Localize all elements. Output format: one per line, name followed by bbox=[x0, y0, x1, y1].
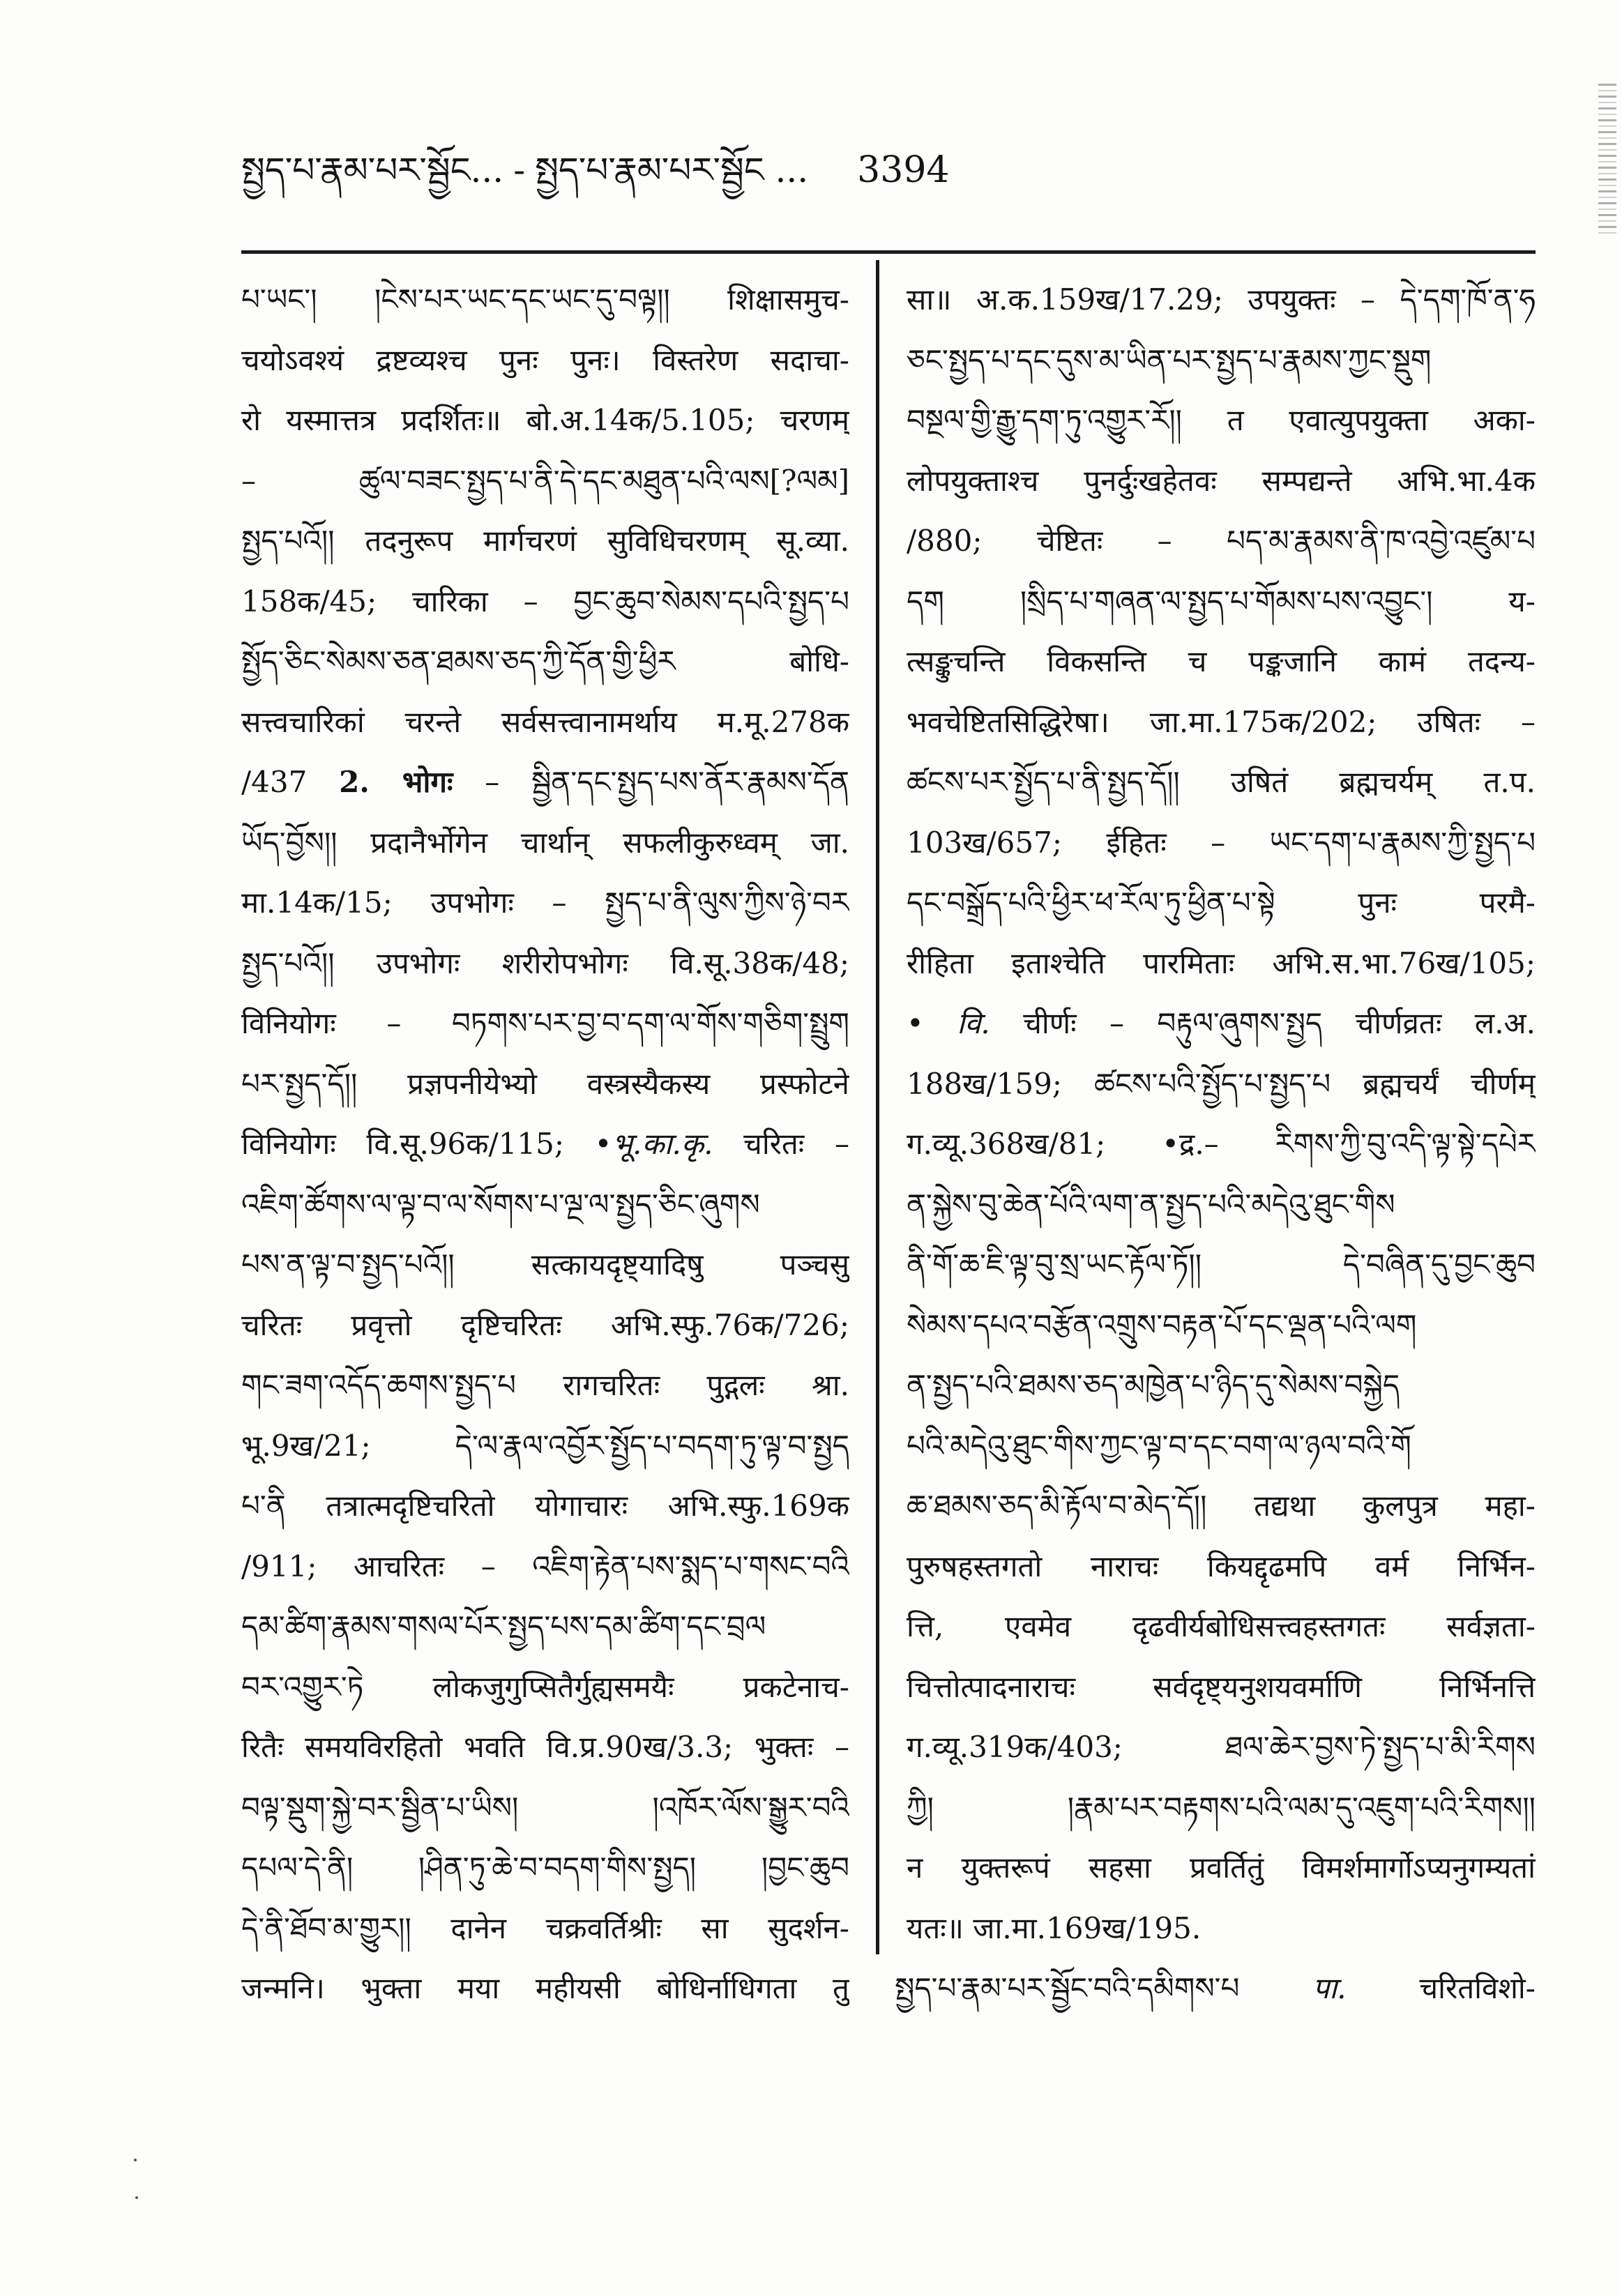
right-column bbox=[907, 270, 1536, 1959]
text-line: रीहिता इताश्चेति पारमिताः अभि.स.भा.76ख/105; bbox=[907, 945, 1536, 980]
text-line: བསྔལ་གྱི་རྒྱུ་དག་ཏུ་འགྱུར་རོ།། त एवात्युपयुक्ता अका- bbox=[907, 403, 1536, 437]
text-segment: – སྦྱིན་དང་སྤྱད་པས་ནོར་རྣམས་དོན bbox=[453, 765, 849, 799]
text-line: གང་ཟག་འདོད་ཆགས་སྤྱད་པ रागचरितः पुद्गलः श्रा. bbox=[241, 1368, 849, 1402]
text-line: – ཚུལ་བཟང་སྤྱད་པ་ནི་དེ་དང་མཐུན་པའི་ལས[?ལམ] bbox=[241, 463, 849, 498]
text-line: བར་འགྱུར་ཏེ लोकजुगुप्सितैर्गुह्यसमयैः प्रकटेनाच- bbox=[241, 1669, 849, 1704]
text-line: सत्त्वचारिकां चरन्ते सर्वसत्त्वानामर्थाय म.मू.278क bbox=[241, 704, 849, 739]
text-line: སྤྱད་པའོ།། तदनुरूप मार्गचरणं सुविधिचरणम् सू.व्या. bbox=[241, 524, 849, 558]
text-line: विनियोगः – བཏགས་པར་བྱ་བ་དག་ལ་གོས་གཅིག་སྤྲུག bbox=[241, 1006, 849, 1040]
sense-number: 2. भोगः bbox=[339, 765, 453, 799]
text-line bbox=[241, 752, 849, 813]
text-line: भू.9ख/21; དེ་ལ་རྣལ་འབྱོར་སྤྱོད་པ་བདག་ཏུ་ལྟ་བ་སྤྱད bbox=[241, 1428, 849, 1463]
running-head-first-word: སྤྱད་པ་རྣམ་པར་སྦྱོང... bbox=[241, 150, 504, 190]
text-line: པར་སྤྱད་དོ།། प्रज्ञपनीयेभ्यो वस्त्रस्यैकस्य प्रस्फोटने bbox=[241, 1066, 849, 1101]
text-line: དག །སྲིད་པ་གཞན་ལ་སྤྱད་པ་གོམས་པས་འབྱུང་། य- bbox=[907, 584, 1536, 618]
scan-edge-artifact bbox=[1598, 84, 1616, 237]
text-line: त्ति, एवमेव दृढवीर्यबोधिसत्त्वहस्तगतः सर्वज्ञता- bbox=[907, 1609, 1536, 1643]
text-line: यतः॥ जा.मा.169ख/195. bbox=[907, 1910, 1202, 1945]
text-line: སེམས་དཔའ་བརྩོན་འགྲུས་བརྟན་པོ་དང་ལྡན་པའི་ལག bbox=[907, 1307, 1417, 1342]
text-line: ग.व्यू.368ख/81; •द्र.– རིགས་ཀྱི་བུ་འདི་ལྟ་སྟེ་དཔེར bbox=[907, 1127, 1536, 1161]
text-line: 158क/45; चारिका – བྱང་ཆུབ་སེམས་དཔའི་སྤྱད་པ bbox=[241, 584, 849, 618]
text-line: मा.14क/15; उपभोगः – སྤྱད་པ་ནི་ལུས་ཀྱིས་ཉེ་བར bbox=[241, 885, 849, 920]
running-head bbox=[241, 137, 1008, 204]
left-column bbox=[241, 270, 849, 2019]
text-line: 103ख/657; ईहितः – ཡང་དག་པ་རྣམས་ཀྱི་སྤྱད་པ bbox=[907, 825, 1536, 860]
text-segment: • bbox=[907, 1006, 957, 1040]
text-line: ཆ་ཐམས་ཅད་མི་རྟོལ་བ་མེད་དོ།། तद्यथा कुलपुत्र महा- bbox=[907, 1489, 1536, 1523]
header-rule bbox=[241, 250, 1536, 254]
text-line: त्सङ्कुचन्ति विकसन्ति च पङ्कजानि कामं तदन्य- bbox=[907, 644, 1536, 678]
text-line: དང་བསྒྲོད་པའི་ཕྱིར་ཕ་རོལ་ཏུ་ཕྱིན་པ་སྟེ पुनः परमै- bbox=[907, 885, 1536, 920]
running-head-last-word: སྤྱད་པ་རྣམ་པར་སྦྱོང ... bbox=[535, 150, 809, 190]
text-line: पुरुषहस्तगतो नाराचः कियद्दृढमपि वर्म निर्भिन- bbox=[907, 1549, 1536, 1583]
text-segment: चरितः – bbox=[713, 1127, 849, 1161]
text-segment: चरितविशो- bbox=[1346, 1971, 1536, 2005]
text-line: དམ་ཚིག་རྣམས་གསལ་པོར་སྤྱད་པས་དམ་ཚིག་དང་བྲལ bbox=[241, 1609, 766, 1643]
text-line: ནི་གོ་ཆ་ཇི་ལྟ་བུ་སྲ་ཡང་རྟོལ་ཏོ།། དེ་བཞིན་དུ་བྱང་ཆུབ bbox=[907, 1247, 1536, 1282]
next-entry-headword-line bbox=[895, 1959, 1536, 2019]
text-line: चयोऽवश्यं द्रष्टव्यश्च पुनः पुनः। विस्तरेण सदाचा- bbox=[241, 342, 849, 377]
text-line: चित्तोत्पादनाराचः सर्वदृष्ट्यनुशयवर्माणि निर्भिनत्ति bbox=[907, 1669, 1536, 1704]
text-line: ग.व्यू.319क/403; ཐལ་ཆེར་བྱས་ཏེ་སྤྱད་པ་མི་རིགས bbox=[907, 1730, 1536, 1764]
text-line: ཡོད་བྱོས།། प्रदानैर्भोगेन चार्थान् सफलीकुरुध्वम् जा. bbox=[241, 825, 849, 860]
text-line: ན་སྐྱེས་བུ་ཆེན་པོའི་ལག་ན་སྤྱད་པའི་མདེའུ་ཐུང་གིས bbox=[907, 1187, 1395, 1222]
text-line: जन्मनि। भुक्ता मया महीयसी बोधिर्नाधिगता तु bbox=[241, 1971, 849, 2005]
running-head-separator: - bbox=[513, 150, 526, 190]
text-line: लोपयुक्ताश्च पुनर्दुःखहेतवः सम्पद्यन्ते अभि.भा.4क bbox=[907, 463, 1536, 498]
scan-speck bbox=[134, 2159, 137, 2161]
text-line: དཔལ་དེ་ནི། །ཤིན་ཏུ་ཆེ་བ་བདག་གིས་སྤྱད། །བྱང་ཆུབ bbox=[241, 1850, 849, 1885]
text-line bbox=[241, 1114, 849, 1175]
grammar-label: भू.का.कृ. bbox=[612, 1127, 713, 1161]
text-line: /911; आचरितः – འཇིག་རྟེན་པས་སྨད་པ་གསང་བའི bbox=[241, 1549, 849, 1583]
text-segment: /437 bbox=[241, 765, 340, 799]
grammar-label: पा. bbox=[1312, 1971, 1347, 2005]
text-line: པ་ཡང་། །ངེས་པར་ཡང་དང་ཡང་དུ་བལྟ།། शिक्षासमुच- bbox=[241, 282, 849, 317]
text-line: 188ख/159; ཚངས་པའི་སྤྱོད་པ་སྤྱད་པ ब्रह्मचर्यं चीर्णम् bbox=[907, 1066, 1536, 1101]
text-line bbox=[907, 994, 1536, 1054]
text-line: रो यस्मात्तत्र प्रदर्शितः॥ बो.अ.14क/5.105; चरणम् bbox=[241, 403, 849, 437]
text-line: དེ་ནི་ཐོབ་མ་གྱུར།། दानेन चक्रवर्तिश्रीः सा सुदर्शन- bbox=[241, 1910, 849, 1945]
text-line: པས་ན་ལྟ་བ་སྤྱད་པའོ།། सत्कायदृष्ट्यादिषु पञ्चसु bbox=[241, 1247, 849, 1282]
text-segment: चीर्णः – བརྟུལ་ཞུགས་སྤྱད चीर्णव्रतः ल.अ. bbox=[990, 1006, 1536, 1040]
text-line: /880; चेष्टितः – པད་མ་རྣམས་ནི་ཁ་འབྱེ་འཛུམ་པ bbox=[907, 524, 1536, 558]
text-line: ཀྱི། །རྣམ་པར་བརྟགས་པའི་ལམ་དུ་འཇུག་པའི་རིགས།། bbox=[907, 1790, 1536, 1825]
text-line: འཇིག་ཚོགས་ལ་ལྟ་བ་ལ་སོགས་པ་ལྔ་ལ་སྤྱད་ཅིང་ཞུགས bbox=[241, 1187, 760, 1222]
text-line: ཅང་སྤྱད་པ་དང་དུས་མ་ཡིན་པར་སྤྱད་པ་རྣམས་ཀྱང་སྡུག bbox=[907, 342, 1432, 377]
scan-speck bbox=[135, 2196, 138, 2199]
text-line: चरितः प्रवृत्तो दृष्टिचरितः अभि.स्फु.76क/726; bbox=[241, 1307, 849, 1342]
grammar-label: वि. bbox=[957, 1006, 990, 1040]
text-line: ན་སྤྱད་པའི་ཐམས་ཅད་མཁྱེན་པ་ཉིད་དུ་སེམས་བསྐྱེད bbox=[907, 1368, 1400, 1402]
text-line: सा॥ अ.क.159ख/17.29; उपयुक्तः – དེ་དག་ཁོ་ན་ཧ bbox=[907, 282, 1536, 317]
text-line: भवचेष्टितसिद्धिरेषा। जा.मा.175क/202; उषितः – bbox=[907, 704, 1536, 739]
text-line: པ་ནི तत्रात्मदृष्टिचरितो योगाचारः अभि.स्फु.169क bbox=[241, 1489, 849, 1523]
text-line: སྤྱོད་ཅིང་སེམས་ཅན་ཐམས་ཅད་ཀྱི་དོན་གྱི་ཕྱིར बोधि- bbox=[241, 644, 849, 678]
text-segment: विनियोगः वि.सू.96क/115; • bbox=[241, 1127, 612, 1161]
text-line: བལྟ་སྡུག་སྐྱེ་བར་སྦྱིན་པ་ཡིས། །འཁོར་ལོས་སྒྱུར་བའི bbox=[241, 1790, 849, 1825]
text-line: न युक्तरूपं सहसा प्रवर्तितुं विमर्शमार्गोऽप्यनुगम्यतां bbox=[907, 1850, 1536, 1885]
page-number: 3394 bbox=[857, 149, 950, 191]
text-line: ཚངས་པར་སྤྱོད་པ་ནི་སྤྱད་དོ།། उषितं ब्रह्मचर्यम् त.प. bbox=[907, 765, 1536, 799]
column-divider bbox=[876, 260, 879, 1954]
text-line: སྤྱད་པའོ།། उपभोगः शरीरोपभोगः वि.सू.38क/48; bbox=[241, 945, 849, 980]
headword: སྤྱད་པ་རྣམ་པར་སྦྱོང་བའི་དམིགས་པ bbox=[895, 1971, 1313, 2005]
text-line: པའི་མདེའུ་ཐུང་གིས་ཀྱང་ལྟ་བ་དང་བག་ལ་ཉལ་བའི་གོ bbox=[907, 1428, 1411, 1463]
text-line: रितैः समयविरहितो भवति वि.प्र.90ख/3.3; भुक्तः – bbox=[241, 1730, 849, 1764]
